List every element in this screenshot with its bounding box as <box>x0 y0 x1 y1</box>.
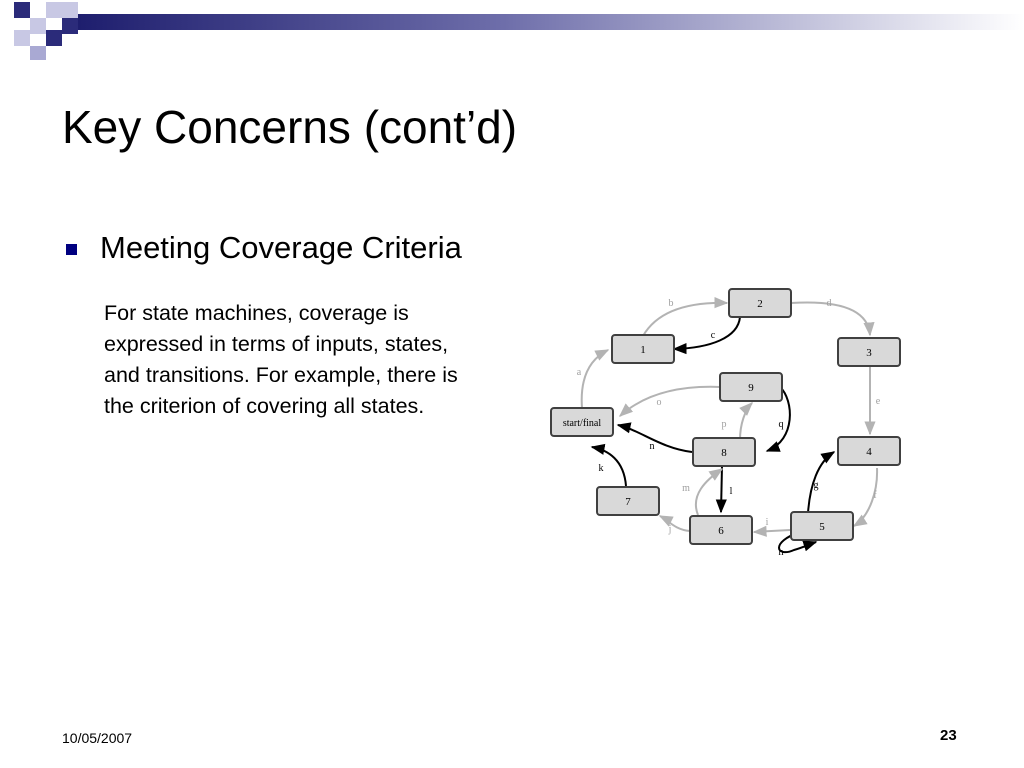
header-decoration <box>0 0 1024 62</box>
edge-l <box>721 466 722 512</box>
edge-label-a: a <box>576 367 582 378</box>
state-label-7: 7 <box>625 496 631 508</box>
edge-m <box>696 469 722 515</box>
edge-label-m: m <box>682 483 690 494</box>
edge-k <box>592 447 626 486</box>
state-label-2: 2 <box>757 298 763 310</box>
deco-square <box>62 2 78 18</box>
deco-square <box>14 2 30 18</box>
slide-number: 23 <box>940 727 957 744</box>
deco-square <box>46 30 62 46</box>
edge-label-k: k <box>598 463 604 474</box>
bullet-square-icon <box>66 244 77 255</box>
edge-label-e: e <box>875 396 881 407</box>
edge-a <box>582 350 608 408</box>
state-label-1: 1 <box>640 344 646 356</box>
edge-label-f: f <box>873 490 877 501</box>
edge-label-q: q <box>778 419 784 430</box>
deco-square <box>14 30 30 46</box>
edge-label-h: h <box>778 547 784 558</box>
header-gradient-bar <box>78 14 1024 30</box>
edge-c <box>674 317 740 349</box>
slide-title: Key Concerns (cont’d) <box>62 101 518 153</box>
bullet-heading: Meeting Coverage Criteria <box>100 230 462 265</box>
state-machine-diagram <box>540 280 920 570</box>
deco-square <box>30 46 46 60</box>
body-paragraph: For state machines, coverage is expressed in terms of inputs, states, and transitions. For example, there is the criterion of covering all states. <box>104 301 458 418</box>
deco-square <box>46 2 62 18</box>
edge-j <box>660 516 690 531</box>
edge-n <box>618 425 692 452</box>
edge-label-j: j <box>668 524 672 535</box>
edge-label-b: b <box>668 298 674 309</box>
edge-p <box>740 403 752 440</box>
edge-label-o: o <box>656 397 662 408</box>
edge-label-p: p <box>721 419 727 430</box>
state-label-3: 3 <box>866 347 872 359</box>
edge-label-l: l <box>729 486 733 497</box>
state-label-8: 8 <box>721 447 727 459</box>
footer-date: 10/05/2007 <box>62 730 133 746</box>
edge-i <box>754 530 790 532</box>
edge-o <box>620 387 720 416</box>
edge-g <box>808 452 834 513</box>
edge-label-n: n <box>649 441 655 452</box>
edge-label-d: d <box>826 298 832 309</box>
edge-label-g: g <box>813 480 819 491</box>
state-label-9: 9 <box>748 382 754 394</box>
state-label-6: 6 <box>718 525 724 537</box>
edge-label-c: c <box>710 330 716 341</box>
deco-square <box>62 18 78 34</box>
state-label-start-final: start/final <box>562 418 602 429</box>
edge-label-i: i <box>765 517 769 528</box>
state-label-5: 5 <box>819 521 825 533</box>
deco-square <box>30 18 46 34</box>
state-label-4: 4 <box>866 446 872 458</box>
